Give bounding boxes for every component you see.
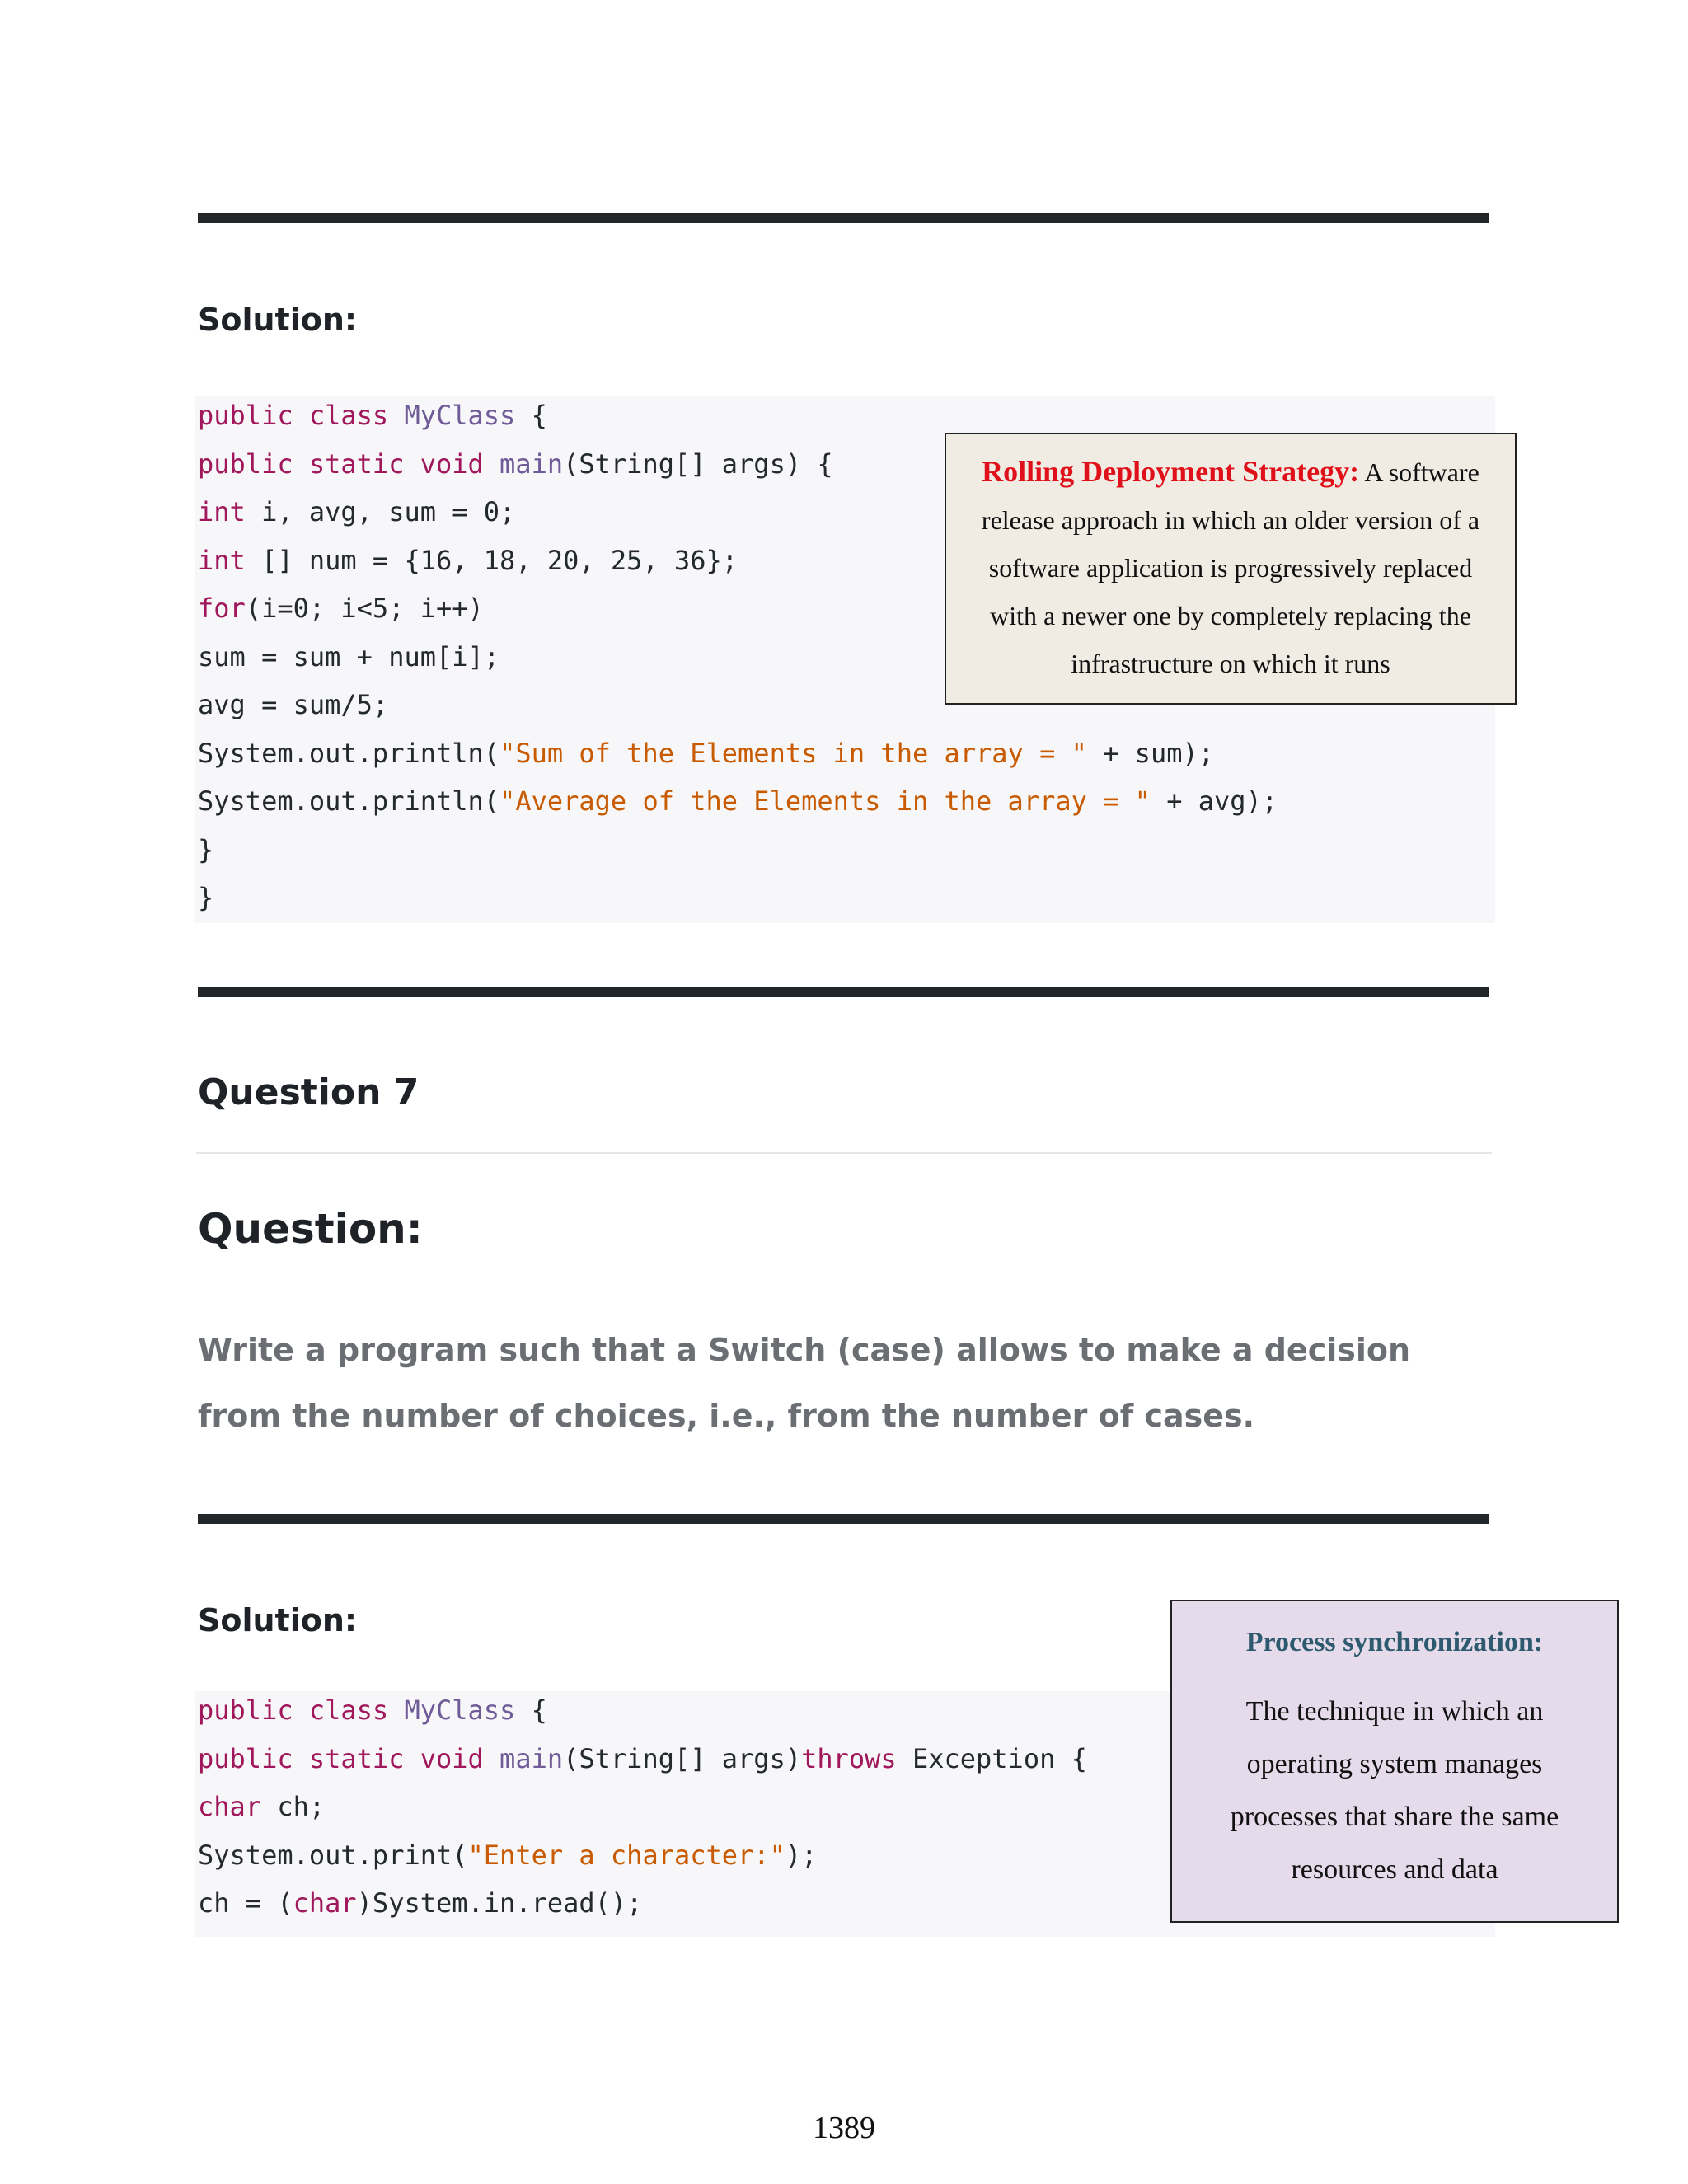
code-token: )System.in.read(); xyxy=(356,1887,643,1919)
note-text: The technique in which an operating system manages processes that share the same resources and data xyxy=(1230,1696,1559,1885)
code-token: for xyxy=(198,593,246,624)
code-token: Exception { xyxy=(896,1742,1087,1774)
code-token: char xyxy=(198,1791,262,1822)
code-line xyxy=(198,1741,1087,1777)
code-token: ); xyxy=(785,1839,818,1871)
code-token: ch; xyxy=(261,1791,326,1822)
code-token: System.out.println( xyxy=(198,785,500,817)
code-line xyxy=(198,590,484,626)
code-token: System.out.print( xyxy=(198,1839,468,1871)
note-term: Rolling Deployment Strategy: xyxy=(982,455,1360,488)
code-line xyxy=(198,1837,817,1873)
code-token: } xyxy=(198,833,214,865)
code-token: { xyxy=(515,400,547,431)
code-token: avg = sum/5; xyxy=(198,689,389,720)
code-token: { xyxy=(515,1694,547,1726)
code-token: (i=0; i<5; i++) xyxy=(245,593,484,624)
code-token: public class xyxy=(198,400,405,431)
code-line xyxy=(198,1885,642,1921)
code-token: } xyxy=(198,882,214,913)
code-line xyxy=(198,639,499,675)
title-underline xyxy=(196,1152,1492,1154)
code-token: public static void xyxy=(198,1742,500,1774)
code-line xyxy=(198,832,213,868)
code-line xyxy=(198,783,1278,819)
solution-heading: Solution: xyxy=(198,302,358,338)
code-line xyxy=(198,494,515,530)
code-token: System.out.println( xyxy=(198,737,500,769)
code-token: + sum); xyxy=(1086,737,1214,769)
code-token: MyClass xyxy=(404,1694,516,1726)
question-number-title: Question 7 xyxy=(198,1071,420,1113)
code-token: public static void xyxy=(198,448,500,480)
section-divider xyxy=(198,987,1489,997)
code-token: (String[] args) xyxy=(563,1742,802,1774)
code-token: ch = ( xyxy=(198,1887,293,1919)
code-token: main xyxy=(499,1742,564,1774)
note-term: Process synchronization: xyxy=(1245,1627,1544,1657)
code-token: char xyxy=(293,1887,357,1919)
code-token: public class xyxy=(198,1694,405,1726)
code-token: "Sum of the Elements in the array = " xyxy=(499,737,1087,769)
code-token: main xyxy=(499,448,564,480)
section-divider xyxy=(198,1514,1489,1524)
code-line xyxy=(198,687,388,723)
code-token: int xyxy=(198,496,246,527)
code-line xyxy=(198,735,1214,771)
question-text: Write a program such that a Switch (case) allows to make a decision from the number of choices, i.e., from the number of cases. xyxy=(198,1332,1411,1434)
process-synchronization-note xyxy=(1170,1600,1619,1923)
code-token: i, avg, sum = 0; xyxy=(245,496,516,527)
rolling-deployment-note xyxy=(945,433,1517,705)
code-line xyxy=(198,446,833,482)
solution-heading: Solution: xyxy=(198,1602,358,1638)
code-token: throws xyxy=(801,1742,897,1774)
code-line xyxy=(198,542,738,579)
page-number: 1389 xyxy=(813,2111,875,2145)
code-line xyxy=(198,1692,547,1728)
code-line xyxy=(198,1788,325,1825)
code-line xyxy=(198,879,213,916)
code-token: + avg); xyxy=(1150,785,1278,817)
code-token: (String[] args) { xyxy=(563,448,833,480)
note-text: A software release approach in which an older version of a software application is progressively replaced with a newer one by completely replacing the infrastructure on which it runs xyxy=(981,457,1480,678)
code-token: [] num = {16, 18, 20, 25, 36}; xyxy=(245,544,738,576)
code-line xyxy=(198,397,547,434)
code-token: sum = sum + num[i]; xyxy=(198,640,500,673)
code-token: int xyxy=(198,544,246,576)
top-divider xyxy=(198,213,1489,223)
question-subheading: Question: xyxy=(198,1205,423,1253)
code-token: "Enter a character:" xyxy=(467,1839,785,1871)
code-token: "Average of the Elements in the array = " xyxy=(499,785,1151,817)
code-token: MyClass xyxy=(404,400,516,431)
